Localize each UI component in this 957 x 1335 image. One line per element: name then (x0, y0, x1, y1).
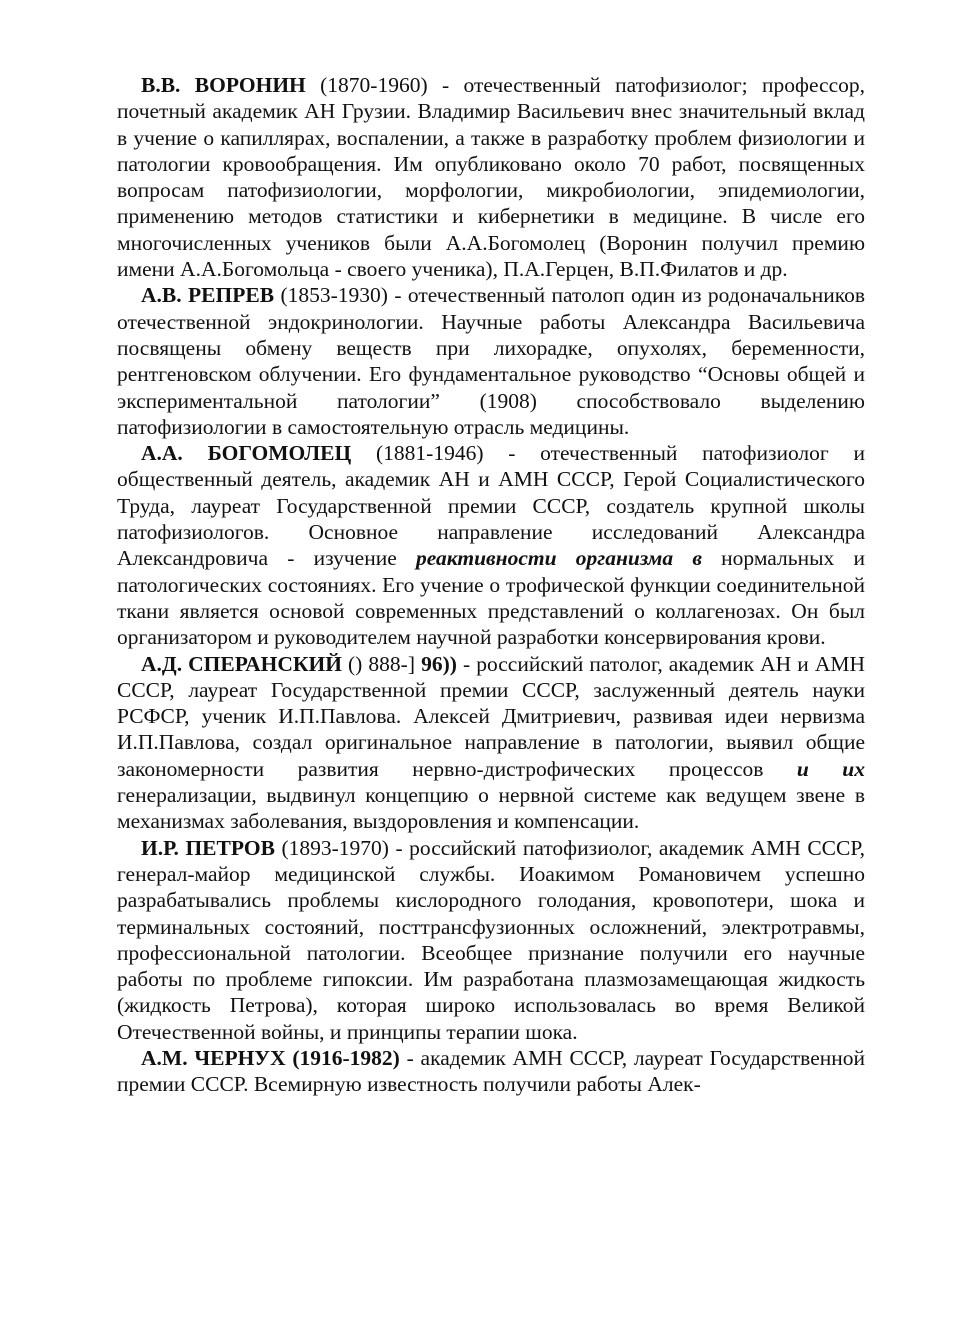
paragraph-text: - российский патолог, академик АН и АМН СССР, лауреат Государственной премии СССР, заслуженный деятель науки РСФСР, ученик И.П.Павлова. Алексей Дмитриевич, развивая идеи нервизма И.П.Павлова, создал оригинальное направление в патологии, выявил общие закономерности развития нервно-дистрофических процессов (117, 651, 866, 781)
person-name: А.В. РЕПРЕВ (141, 283, 275, 308)
dates-text: () 888-] (341, 651, 422, 676)
paragraph-reprev (117, 282, 865, 440)
paragraph-text: (1893-1970) - российский патофизиолог, академик АМН СССР, генерал-майор медицинской службы. Иоакимом Романовичем успешно разрабатывались проблемы кислородного голодания, кровопотери, шока и терминальных состояний, посттрансфузионных осложнений, электротравмы, профессиональной патологии. Всеобщее признание получили его научные работы по проблеме гипоксии. Им разработана плазмозамещающая жидкость (жидкость Петрова), которая широко использовалась во время Великой Отечественной войны, и принципы терапии шока. (117, 835, 865, 1044)
paragraph-text: генерализации, выдвинул концепцию о нервной системе как ведущем звене в механизмах заболевания, выздоровления и компенсации. (117, 783, 865, 834)
person-name: А.А. БОГОМОЛЕЦ (141, 441, 352, 466)
person-name: В.В. ВОРОНИН (141, 73, 306, 97)
paragraph-text: (1881-1946) - отечественный патофизиолог и общественный деятель, академик АН и АМН СССР, Герой Социалистического Труда, лауреат Государственной премии СССР, создатель крупной школы патофизиологов. Основное направление исследований Александра Александровича - изучение (117, 441, 865, 571)
dates-bold-text: 96)) (421, 651, 457, 676)
paragraph-speransky (117, 651, 865, 835)
paragraph-petrov (117, 835, 865, 1045)
emphasis-text: реактивности организма в (415, 546, 702, 571)
person-name: И.Р. ПЕТРОВ (141, 835, 275, 860)
document-page (117, 72, 865, 1098)
emphasis-text: и их (796, 756, 866, 781)
paragraph-text: нормальных и патологических состояниях. Его учение о трофической функции соединительной ткани является основой современных представлений о коллагенозах. Он был организатором и руководителем научной разработки консервирования крови. (117, 546, 865, 650)
person-name: А.М. ЧЕРНУХ (1916-1982) (141, 1045, 400, 1070)
paragraph-text: (1853-1930) - отечественный патолоп один из родоначальников отечественной эндокринологии. Научные работы Александра Васильевича посвящены обмену веществ при лихорадке, опухолях, беременности, рентгеновском облучении. Его фундаментальное руководство “Основы общей и экспериментальной патологии” (1908) способствовало выделению патофизиологии в самостоятельную отрасль медицины. (117, 283, 865, 439)
paragraph-text: (1870-1960) - отечественный патофизиолог; профессор, почетный академик АН Грузии. Владимир Васильевич внес значительный вклад в учение о капиллярах, воспалении, а также в разработку проблем физиологии и патологии кровообращения. Им опубликовано около 70 работ, посвященных вопросам патофизиологии, морфологии, микробиологии, эпидемиологии, применению методов статистики и кибернетики в медицине. В числе его многочисленных учеников были А.А.Богомолец (Воронин получил премию имени А.А.Богомольца - своего ученика), П.А.Герцен, В.П.Филатов и др. (117, 73, 865, 282)
person-name: А.Д. СПЕРАНСКИЙ (141, 651, 342, 676)
paragraph-bogomolets (117, 440, 865, 650)
paragraph-voronin (117, 72, 865, 282)
paragraph-chernukh (117, 1045, 865, 1098)
paragraph-text: - академик АМН СССР, лауреат Государственной премии СССР. Всемирную известность получили работы Алек- (117, 1045, 865, 1097)
